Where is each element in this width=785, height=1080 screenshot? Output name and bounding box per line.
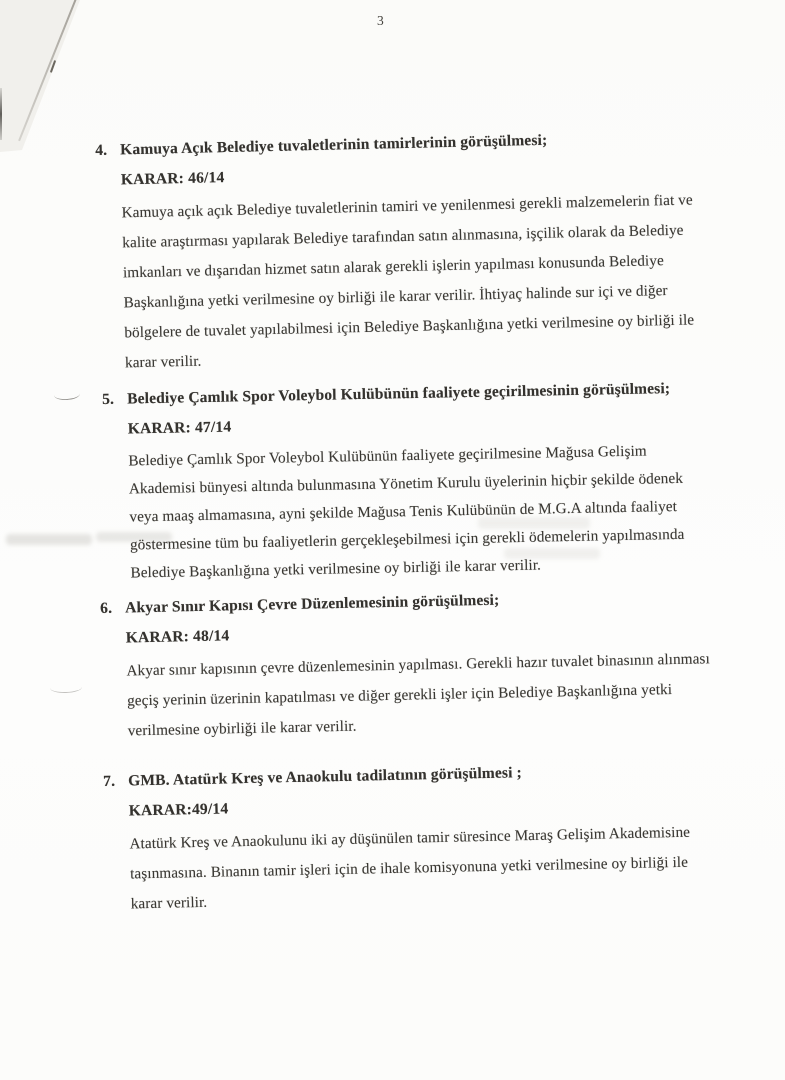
- item-title-text: Akyar Sınır Kapısı Çevre Düzenlemesinin görüşülmesi;: [125, 591, 500, 617]
- decision-number: KARAR:49/14: [128, 800, 229, 820]
- item-body: [126, 644, 711, 746]
- item-title: [103, 760, 689, 792]
- agenda-item-6: [100, 586, 711, 747]
- body-line: Kamuya açık açık Belediye tuvaletlerinin tamiri ve yenilenmesi gerekli malzemelerin fiat ve: [121, 191, 693, 222]
- item-title: [100, 586, 709, 619]
- body-line: imkanları ve dışarıdan hizmet satın alarak gerekli işlerin yapılması konusunda Belediye: [122, 252, 665, 282]
- item-title: [95, 127, 692, 161]
- item-title-text: GMB. Atatürk Kreş ve Anaokulu tadilatının görüşülmesi ;: [128, 764, 523, 790]
- agenda-item-5: [102, 379, 685, 588]
- item-title-text: Belediye Çamlık Spor Voleybol Kulübünün faaliyete geçirilmesinin görüşülmesi;: [127, 380, 671, 408]
- body-line: göstermesine tüm bu faaliyetlerin gerçekleşebilmesi için gerekli ödemelerin yapılmasında: [129, 525, 685, 554]
- item-number: 6.: [100, 599, 113, 617]
- body-line: geçiş yerinin üzerinin kapatılması ve diğer gerekli işler için Belediye Başkanlığına yetki: [126, 681, 673, 710]
- item-body: [128, 437, 685, 588]
- decision-number: KARAR: 46/14: [120, 169, 225, 189]
- body-line: karar verilir.: [124, 352, 202, 372]
- body-line: karar verilir.: [130, 893, 208, 913]
- item-body: [121, 185, 696, 378]
- decision-number: KARAR: 47/14: [127, 418, 232, 438]
- body-line: Belediye Çamlık Spor Voleybol Kulübünün faaliyete geçirilmesine Mağusa Gelişim: [128, 442, 647, 470]
- body-line: Akyar sınır kapısının çevre düzenlemesinin yapılması. Gerekli hazır tuvalet binasının alınması: [126, 650, 710, 680]
- body-line: Başkanlığına yetki verilmesine oy birliği ile karar verilir. İhtiyaç halinde sur içi ve diğer: [123, 282, 668, 312]
- handwritten-check-mark: [50, 681, 82, 693]
- body-line: bölgelere de tuvalet yapılabilmesi için Belediye Başkanlığına yetki verilmesine oy birliği ile: [124, 311, 695, 342]
- bleed-through-smudge: [6, 534, 92, 545]
- body-line: Belediye Başkanlığına yetki verilmesine oy birliği ile karar verilir.: [130, 556, 542, 582]
- body-line: taşınmasına. Binanın tamir işleri için de ihale komisyonuna yetki verilmesine oy birliği ile: [129, 853, 689, 883]
- item-number: 7.: [103, 772, 116, 790]
- item-title: [102, 379, 682, 410]
- item-body: [129, 818, 691, 920]
- folded-corner-artifact: [0, 0, 92, 152]
- scan-edge-shadow: [0, 88, 2, 140]
- page-number: 3: [377, 13, 384, 28]
- body-line: kalite araştırması yapılarak Belediye tarafından satın alınmasına, işçilik olarak da Belediye: [122, 221, 684, 252]
- decision-number: KARAR: 48/14: [125, 627, 230, 647]
- body-line: verilmesine oybirliği ile karar verilir.: [127, 717, 357, 740]
- handwritten-check-mark: [54, 388, 81, 401]
- body-line: Akademisi bünyesi altında bulunmasına Yönetim Kurulu üyelerinin hiçbir şekilde ödenek: [128, 469, 684, 498]
- agenda-item-7: [103, 760, 692, 920]
- item-number: 4.: [95, 141, 108, 159]
- agenda-item-4: [95, 127, 696, 378]
- body-line: veya maaş almamasına, ayni şekilde Mağusa Tenis Kulübünün de M.G.A altında faaliyet: [129, 497, 678, 526]
- item-number: 5.: [102, 390, 115, 408]
- body-line: Atatürk Kreş ve Anaokulunu iki ay düşünülen tamir süresince Maraş Gelişim Akademisine: [129, 823, 691, 853]
- item-title-text: Kamuya Açık Belediye tuvaletlerinin tamirlerinin görüşülmesi;: [120, 131, 548, 159]
